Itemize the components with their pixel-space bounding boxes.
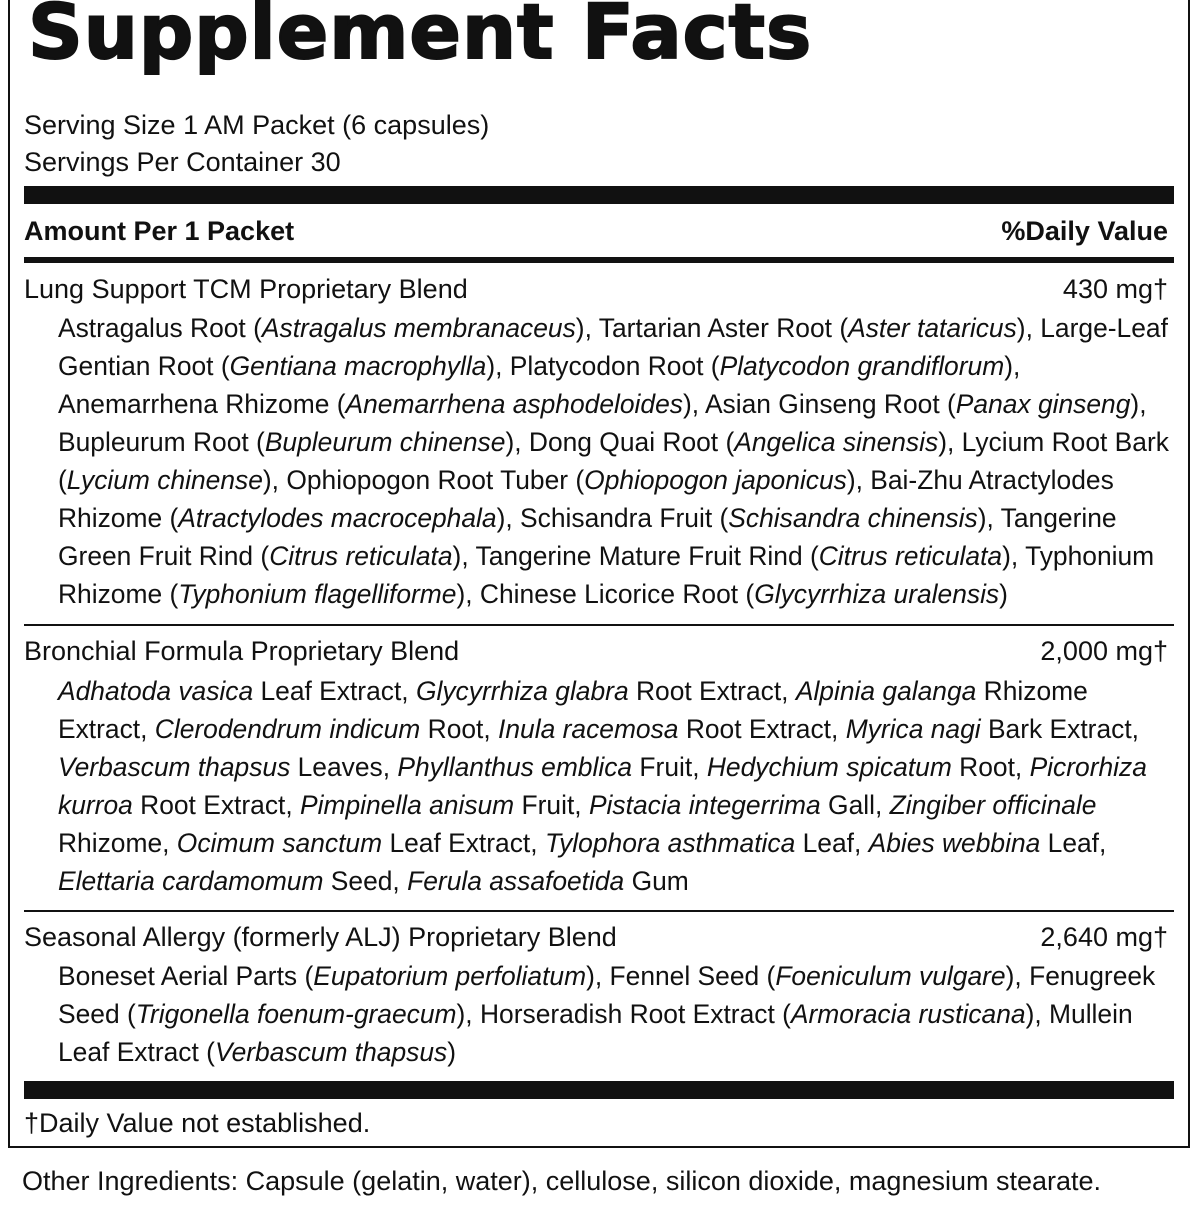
botanical-name: Angelica sinensis: [734, 427, 939, 457]
botanical-name: Platycodon grandiflorum: [719, 351, 1005, 381]
botanical-name: Armoracia rusticana: [790, 999, 1026, 1029]
botanical-name: Verbascum thapsus: [58, 752, 291, 782]
ingredient-text: Root Extract,: [678, 714, 846, 744]
ingredient-text: ), Dong Quai Root (: [505, 427, 735, 457]
blend-amount: 2,640 mg†: [1040, 922, 1168, 952]
thick-divider: [24, 186, 1174, 204]
other-ingredients: Other Ingredients: Capsule (gelatin, water), cellulose, silicon dioxide, magnesium stearate.: [22, 1166, 1102, 1196]
ingredient-text: ), Anemarrhena Rhizome (: [58, 351, 1021, 419]
ingredient-text: Root Extract,: [628, 676, 796, 706]
supplement-facts-panel: [8, 0, 1190, 1148]
botanical-name: Citrus reticulata: [818, 541, 1003, 571]
botanical-name: Citrus reticulata: [269, 541, 453, 571]
botanical-name: Lycium chinense: [66, 465, 263, 495]
ingredient-text: Leaf,: [1040, 828, 1107, 858]
botanical-name: Pistacia integerrima: [588, 790, 821, 820]
servings-per-container: Servings Per Container 30: [24, 147, 341, 177]
botanical-name: Typhonium flagelliforme: [178, 579, 457, 609]
blend-amount: 430 mg†: [1062, 274, 1168, 304]
blend-ingredients: [58, 957, 1170, 1071]
ingredient-text: Rhizome,: [58, 828, 177, 858]
blend-name: Seasonal Allergy (formerly ALJ) Proprietary Blend: [24, 922, 617, 952]
ingredient-text: Gall,: [820, 790, 890, 820]
ingredient-text: Root,: [420, 714, 499, 744]
ingredient-text: Leaf Extract,: [382, 828, 545, 858]
ingredient-text: ), Bai-Zhu Atractylodes Rhizome (: [58, 465, 1114, 533]
ingredient-text: ), Tangerine Mature Fruit Rind (: [452, 541, 819, 571]
ingredient-text: Gum: [624, 866, 689, 896]
ingredient-text: Root,: [951, 752, 1030, 782]
blend-name: Lung Support TCM Proprietary Blend: [24, 274, 468, 304]
botanical-name: Panax ginseng: [955, 389, 1131, 419]
botanical-name: Alpinia galanga: [795, 676, 977, 706]
ingredient-text: Leaf Extract,: [253, 676, 416, 706]
botanical-name: Zingiber officinale: [889, 790, 1097, 820]
amount-per-packet-header: Amount Per 1 Packet: [24, 216, 295, 246]
thin-divider: [24, 624, 1174, 626]
ingredient-text: Leaf,: [795, 828, 869, 858]
blend-ingredients: [58, 672, 1170, 900]
botanical-name: Foeniculum vulgare: [775, 961, 1006, 991]
botanical-name: Schisandra chinensis: [728, 503, 978, 533]
botanical-name: Anemarrhena asphodeloides: [345, 389, 683, 419]
botanical-name: Clerodendrum indicum: [154, 714, 421, 744]
botanical-name: Bupleurum chinense: [264, 427, 506, 457]
ingredient-text: Fruit,: [632, 752, 707, 782]
blend-amount: 2,000 mg†: [1040, 636, 1168, 666]
ingredient-text: Seed,: [323, 866, 408, 896]
botanical-name: Glycyrrhiza uralensis: [754, 579, 1000, 609]
ingredient-text: ), Mullein Leaf Extract (: [58, 999, 1133, 1067]
botanical-name: Phyllanthus emblica: [397, 752, 633, 782]
botanical-name: Myrica nagi: [845, 714, 981, 744]
ingredient-text: Leaves,: [290, 752, 398, 782]
ingredient-text: Bark Extract,: [980, 714, 1140, 744]
ingredient-text: ), Fenugreek Seed (: [58, 961, 1156, 1029]
botanical-name: Aster tataricus: [848, 313, 1017, 343]
ingredient-text: ), Schisandra Fruit (: [496, 503, 729, 533]
ingredient-text: ), Large-Leaf Gentian Root (: [58, 313, 1168, 381]
ingredient-text: Astragalus Root (: [58, 313, 262, 343]
ingredient-text: ), Lycium Root Bark (: [58, 427, 1169, 495]
thick-divider: [24, 1081, 1174, 1099]
botanical-name: Hedychium spicatum: [706, 752, 952, 782]
botanical-name: Abies webbina: [868, 828, 1041, 858]
panel-title: Supplement Facts: [28, 0, 813, 76]
botanical-name: Picrorhiza kurroa: [58, 752, 1147, 820]
ingredient-text: ): [447, 1037, 457, 1067]
ingredient-text: ), Typhonium Rhizome (: [58, 541, 1155, 609]
ingredient-text: ), Tartarian Aster Root (: [575, 313, 849, 343]
botanical-name: Astragalus membranaceus: [261, 313, 576, 343]
ingredient-text: ): [999, 579, 1008, 609]
botanical-name: Pimpinella anisum: [300, 790, 515, 820]
ingredient-text: ), Ophiopogon Root Tuber (: [262, 465, 585, 495]
ingredient-text: Boneset Aerial Parts (: [58, 961, 314, 991]
thin-divider: [24, 910, 1174, 912]
botanical-name: Eupatorium perfoliatum: [313, 961, 587, 991]
botanical-name: Glycyrrhiza glabra: [415, 676, 629, 706]
ingredient-text: Root Extract,: [132, 790, 301, 820]
botanical-name: Adhatoda vasica: [58, 676, 254, 706]
blend-name: Bronchial Formula Proprietary Blend: [24, 636, 460, 666]
botanical-name: Gentiana macrophylla: [229, 351, 487, 381]
ingredient-text: Rhizome Extract,: [58, 676, 1088, 744]
daily-value-footnote: †Daily Value not established.: [24, 1108, 371, 1138]
ingredient-text: ), Horseradish Root Extract (: [456, 999, 791, 1029]
ingredient-text: ), Platycodon Root (: [486, 351, 720, 381]
ingredient-text: Fruit,: [514, 790, 589, 820]
ingredient-text: ), Bupleurum Root (: [58, 389, 1147, 457]
botanical-name: Ocimum sanctum: [176, 828, 383, 858]
blend-ingredients: [58, 309, 1170, 613]
botanical-name: Trigonella foenum-graecum: [135, 999, 457, 1029]
ingredient-text: ), Asian Ginseng Root (: [682, 389, 956, 419]
daily-value-header: %Daily Value: [1001, 216, 1168, 246]
botanical-name: Ferula assafoetida: [407, 866, 625, 896]
serving-size: Serving Size 1 AM Packet (6 capsules): [24, 110, 490, 140]
ingredient-text: ), Chinese Licorice Root (: [456, 579, 755, 609]
botanical-name: Ophiopogon japonicus: [584, 465, 847, 495]
ingredient-text: ), Tangerine Green Fruit Rind (: [58, 503, 1117, 571]
botanical-name: Verbascum thapsus: [214, 1037, 448, 1067]
botanical-name: Atractylodes macrocephala: [178, 503, 497, 533]
botanical-name: Tylophora asthmatica: [544, 828, 796, 858]
ingredient-text: ), Fennel Seed (: [586, 961, 776, 991]
medium-divider: [24, 257, 1174, 263]
botanical-name: Inula racemosa: [498, 714, 679, 744]
botanical-name: Elettaria cardamomum: [58, 866, 324, 896]
